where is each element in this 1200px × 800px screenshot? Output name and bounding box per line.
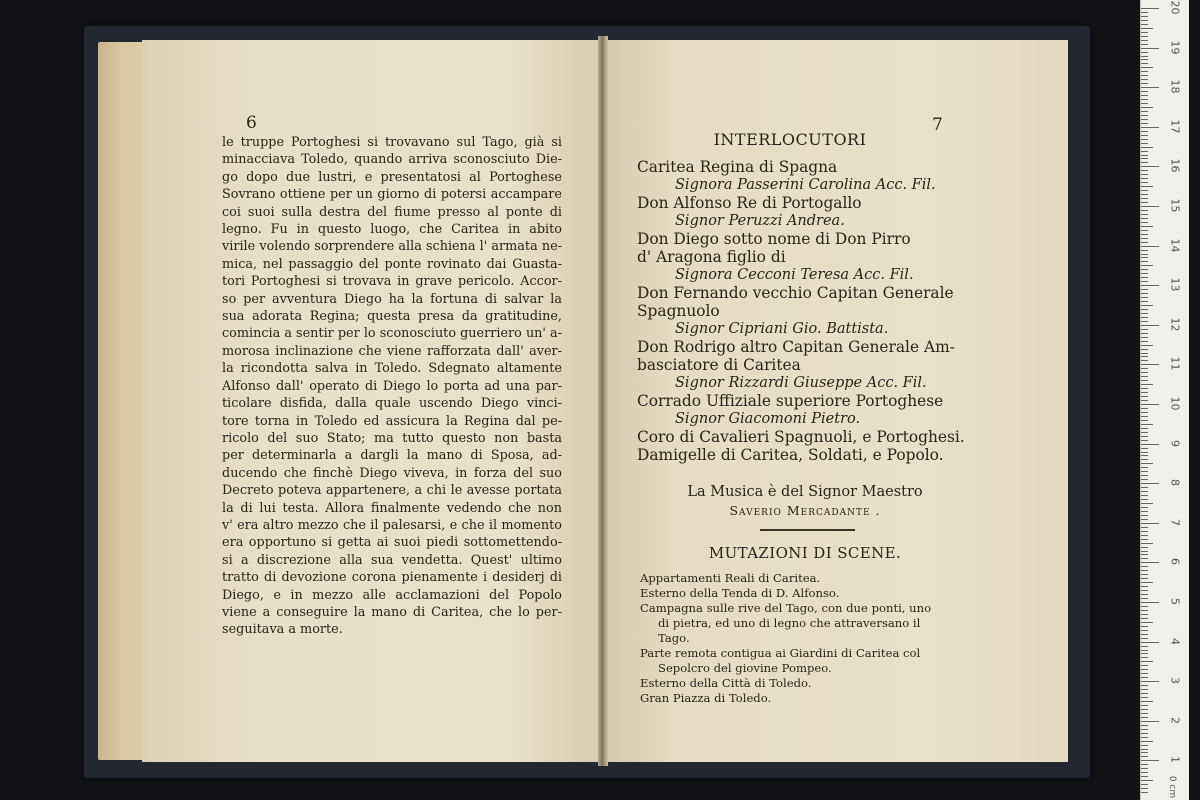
ruler-tick — [1141, 364, 1159, 365]
ruler-number: 1 — [1168, 756, 1182, 764]
ruler-number: 3 — [1168, 677, 1182, 685]
ruler-tick — [1141, 566, 1148, 567]
composer-name: Saverio Mercadante . — [729, 503, 881, 518]
text-line: morosa inclinazione che viene rafforzata dall' aver- — [222, 343, 562, 359]
ruler-tick — [1141, 539, 1148, 540]
ruler-tick — [1141, 356, 1148, 357]
ruler-tick — [1141, 297, 1148, 298]
ruler-tick — [1141, 499, 1148, 500]
ruler-tick — [1141, 681, 1159, 682]
ruler-tick — [1141, 103, 1148, 104]
ruler-tick — [1141, 551, 1148, 552]
ruler-number: 16 — [1168, 158, 1182, 173]
ruler-tick — [1141, 353, 1148, 354]
ruler-tick — [1141, 463, 1153, 464]
ruler-tick — [1141, 459, 1148, 460]
ruler-tick — [1141, 246, 1159, 247]
scene-item — [640, 586, 972, 601]
ruler-tick — [1141, 210, 1148, 211]
ruler-tick — [1141, 440, 1148, 441]
ruler-tick — [1141, 139, 1148, 140]
text-line: go dopo due lustri, e presentatosi al Portoghese — [222, 169, 562, 185]
ruler-tick — [1141, 305, 1153, 306]
ruler-number: 13 — [1168, 277, 1182, 292]
ruler-tick — [1141, 432, 1148, 433]
ruler-tick — [1141, 677, 1148, 678]
ruler-tick — [1141, 412, 1148, 413]
ruler-number: 7 — [1168, 518, 1182, 526]
text-line: tratto di devozione corona pienamente i desiderj di — [222, 570, 562, 586]
ruler-number: 4 — [1168, 637, 1182, 645]
ruler-tick — [1141, 151, 1148, 152]
text-line: le truppe Portoghesi si trovavano sul Tago, già si — [222, 135, 562, 150]
ruler-tick — [1141, 238, 1148, 239]
ruler-tick — [1141, 143, 1148, 144]
ruler-number: 15 — [1168, 198, 1182, 213]
ruler-tick — [1141, 75, 1148, 76]
cast-role: Spagnuolo — [637, 302, 720, 320]
ruler-tick — [1141, 170, 1148, 171]
text-line: Decreto poteva appartenere, a chi le avesse portata — [222, 483, 562, 499]
ruler-tick — [1141, 685, 1148, 686]
ruler-tick — [1141, 756, 1148, 757]
ruler-tick — [1141, 653, 1148, 654]
scene-item — [640, 691, 972, 706]
ruler-tick — [1141, 36, 1148, 37]
ruler-tick — [1141, 428, 1148, 429]
ruler-tick — [1141, 760, 1159, 761]
ruler-tick — [1141, 285, 1159, 286]
ruler-tick — [1141, 475, 1148, 476]
cast-role: Don Diego sotto nome di Don Pirro — [637, 230, 911, 248]
cast-role: Don Fernando vecchio Capitan Generale — [637, 284, 954, 302]
ruler-tick — [1141, 689, 1148, 690]
ruler-tick — [1141, 115, 1148, 116]
cast-actor: Signora Cecconi Teresa Acc. Fil. — [675, 267, 914, 283]
ruler-tick — [1141, 392, 1148, 393]
ruler-number: 17 — [1168, 119, 1182, 134]
ruler-tick — [1141, 182, 1148, 183]
cast-role: d' Aragona figlio di — [637, 248, 786, 266]
ruler-tick — [1141, 234, 1148, 235]
ruler-tick — [1141, 547, 1148, 548]
ruler-tick — [1141, 198, 1148, 199]
ruler-tick — [1141, 697, 1148, 698]
ruler-tick — [1141, 535, 1148, 536]
ruler-number: 14 — [1168, 238, 1182, 253]
text-line: viene a conseguire la mano di Caritea, che lo per- — [222, 604, 562, 620]
ruler-tick — [1141, 634, 1148, 635]
ruler-tick — [1141, 582, 1153, 583]
ruler-tick — [1141, 602, 1159, 603]
text-line: Alfonso dall' operato di Diego lo porta ad una par- — [222, 378, 562, 394]
ruler-tick — [1141, 99, 1148, 100]
ruler-tick — [1141, 40, 1148, 41]
cast-actor: Signor Giacomoni Pietro. — [675, 411, 861, 427]
ruler-tick — [1141, 95, 1148, 96]
ruler-tick — [1141, 420, 1148, 421]
ruler-tick — [1141, 574, 1148, 575]
ruler-tick — [1141, 293, 1148, 294]
ruler-tick — [1141, 321, 1148, 322]
ruler-tick — [1141, 741, 1153, 742]
ruler-tick — [1141, 487, 1148, 488]
text-line: seguitava a morte. — [222, 622, 343, 638]
ruler-tick — [1141, 360, 1148, 361]
ruler-tick — [1141, 483, 1159, 484]
ruler-tick — [1141, 119, 1148, 120]
scene-list — [640, 571, 972, 706]
text-line: per determinarla a dargli la mano di Sposa, ad- — [222, 448, 562, 464]
ruler-tick — [1141, 52, 1148, 53]
ruler-tick — [1141, 558, 1148, 559]
ruler-tick — [1141, 622, 1153, 623]
ruler-tick — [1141, 725, 1148, 726]
ruler-tick — [1141, 44, 1148, 45]
ruler-tick — [1141, 24, 1148, 25]
ruler-tick — [1141, 131, 1148, 132]
ruler-tick — [1141, 665, 1148, 666]
ruler-tick — [1141, 123, 1148, 124]
ruler-tick — [1141, 594, 1148, 595]
mutazioni-heading: MUTAZIONI DI SCENE. — [708, 544, 902, 562]
ruler-tick — [1141, 606, 1148, 607]
ruler-tick — [1141, 467, 1148, 468]
ruler-tick — [1141, 158, 1148, 159]
ruler-tick — [1141, 752, 1148, 753]
scene-line: Appartamenti Reali di Caritea. — [640, 571, 821, 585]
section-divider — [760, 529, 855, 531]
ruler-tick — [1141, 471, 1148, 472]
ruler-tick — [1141, 135, 1148, 136]
cast-role: Coro di Cavalieri Spagnuoli, e Portoghesi. — [637, 428, 965, 446]
ruler-tick — [1141, 384, 1153, 385]
ruler-tick — [1141, 56, 1148, 57]
cast-role: Damigelle di Caritea, Soldati, e Popolo. — [637, 446, 944, 464]
ruler-tick — [1141, 503, 1153, 504]
measurement-ruler — [1140, 0, 1189, 800]
left-page-number: 6 — [246, 113, 257, 133]
ruler-tick — [1141, 87, 1159, 88]
cast-actor: Signor Cipriani Gio. Battista. — [675, 321, 889, 337]
ruler-tick — [1141, 257, 1148, 258]
ruler-tick — [1141, 543, 1153, 544]
ruler-tick — [1141, 71, 1148, 72]
text-line: v' era altro mezzo che il palesarsi, e che il momento — [222, 517, 562, 533]
ruler-tick — [1141, 626, 1148, 627]
scene-line: Gran Piazza di Toledo. — [640, 691, 772, 705]
music-credit-line: La Musica è del Signor Maestro — [687, 484, 923, 500]
ruler-tick — [1141, 661, 1153, 662]
ruler-tick — [1141, 610, 1148, 611]
ruler-tick — [1141, 776, 1148, 777]
ruler-number: 11 — [1168, 356, 1182, 371]
ruler-tick — [1141, 713, 1148, 714]
ruler-tick — [1141, 519, 1148, 520]
cast-actor: Signor Rizzardi Giuseppe Acc. Fil. — [675, 375, 927, 391]
ruler-number: 5 — [1168, 598, 1182, 605]
cast-role: Don Alfonso Re di Portogallo — [637, 194, 862, 212]
ruler-tick — [1141, 8, 1159, 9]
ruler-tick — [1141, 218, 1148, 219]
ruler-tick — [1141, 749, 1148, 750]
music-credit — [640, 482, 970, 520]
ruler-tick — [1141, 772, 1148, 773]
ruler-tick — [1141, 273, 1148, 274]
ruler-number: 18 — [1168, 79, 1182, 94]
ruler-tick — [1141, 515, 1148, 516]
ruler-tick — [1141, 20, 1148, 21]
text-line: ricolo del suo Stato; ma tutto questo non basta — [222, 430, 562, 446]
ruler-tick — [1141, 190, 1148, 191]
ruler-tick — [1141, 452, 1148, 453]
ruler-tick — [1141, 186, 1153, 187]
scene-line: Esterno della Città di Toledo. — [640, 676, 812, 690]
ruler-tick — [1141, 372, 1148, 373]
ruler-tick — [1141, 380, 1148, 381]
ruler-tick — [1141, 59, 1148, 60]
text-line: era opportuno si getta ai suoi piedi sottomettendo- — [222, 535, 562, 551]
ruler-tick — [1141, 745, 1148, 746]
ruler-tick — [1141, 788, 1148, 789]
ruler-tick — [1141, 301, 1148, 302]
ruler-tick — [1141, 784, 1148, 785]
ruler-tick — [1141, 388, 1148, 389]
ruler-tick — [1141, 491, 1148, 492]
ruler-tick — [1141, 63, 1148, 64]
text-line: minacciava Toledo, quando arriva sconosciuto Die- — [222, 152, 562, 168]
right-page-number: 7 — [932, 115, 943, 135]
left-page-text — [222, 134, 562, 639]
text-line: la di lui testa. Allora finalmente vedendo che non — [222, 500, 562, 516]
ruler-tick — [1141, 107, 1153, 108]
ruler-tick — [1141, 254, 1148, 255]
text-line: mica, nel passaggio del ponte rovinato dai Guasta- — [222, 256, 562, 272]
ruler-tick — [1141, 48, 1159, 49]
ruler-tick — [1141, 261, 1148, 262]
ruler-tick — [1141, 717, 1148, 718]
ruler-tick — [1141, 495, 1148, 496]
text-line: sua adorata Regina; questa presa da gratitudine, — [222, 309, 562, 325]
ruler-tick — [1141, 277, 1148, 278]
ruler-tick — [1141, 178, 1148, 179]
ruler-tick — [1141, 345, 1153, 346]
ruler-tick — [1141, 174, 1148, 175]
ruler-tick — [1141, 570, 1148, 571]
ruler-tick — [1141, 424, 1153, 425]
ruler-tick — [1141, 317, 1148, 318]
ruler-tick — [1141, 590, 1148, 591]
cast-role: Corrado Uffiziale superiore Portoghese — [637, 392, 944, 410]
text-line: ducendo che finchè Diego viveva, in forza del suo — [222, 465, 562, 481]
ruler-tick — [1141, 376, 1148, 377]
ruler-tick — [1141, 127, 1159, 128]
ruler-tick — [1141, 333, 1148, 334]
ruler-tick — [1141, 28, 1153, 29]
scene-item — [640, 601, 972, 646]
cast-role: basciatore di Caritea — [637, 356, 801, 374]
ruler-tick — [1141, 404, 1159, 405]
ruler-tick — [1141, 721, 1159, 722]
text-line: Diego, e in mezzo alle acclamazioni del Popolo — [222, 587, 562, 603]
ruler-tick — [1141, 792, 1148, 793]
ruler-tick — [1141, 562, 1159, 563]
ruler-tick — [1141, 226, 1153, 227]
ruler-tick — [1141, 396, 1148, 397]
ruler-tick — [1141, 436, 1148, 437]
ruler-tick — [1141, 147, 1153, 148]
cast-role: Don Rodrigo altro Capitan Generale Am- — [637, 338, 955, 356]
ruler-tick — [1141, 638, 1148, 639]
ruler-tick — [1141, 693, 1148, 694]
ruler-tick — [1141, 673, 1148, 674]
ruler-number: 20 — [1168, 0, 1182, 15]
text-line: legno. Fu in questo luogo, che Caritea in abito — [222, 222, 562, 238]
ruler-tick — [1141, 230, 1148, 231]
ruler-tick — [1141, 455, 1148, 456]
ruler-tick — [1141, 709, 1148, 710]
ruler-tick — [1141, 598, 1148, 599]
ruler-tick — [1141, 733, 1148, 734]
ruler-number: 2 — [1168, 716, 1182, 724]
ruler-number: 10 — [1168, 396, 1182, 411]
ruler-tick — [1141, 511, 1148, 512]
text-line: tore torna in Toledo ed assicura la Regina dal pe- — [222, 413, 562, 429]
text-line: Sovrano ottiene per un giorno di potersi accampare — [222, 187, 562, 203]
ruler-tick — [1141, 705, 1148, 706]
ruler-tick — [1141, 586, 1148, 587]
ruler-tick — [1141, 269, 1148, 270]
text-line: ticolare disfida, dalla quale uscendo Diego vinci- — [222, 396, 562, 412]
ruler-tick — [1141, 729, 1148, 730]
ruler-tick — [1141, 527, 1148, 528]
cast-list — [637, 158, 977, 464]
ruler-unit: 0 cm — [1167, 775, 1178, 799]
ruler-tick — [1141, 265, 1153, 266]
ruler-tick — [1141, 479, 1148, 480]
ruler-tick — [1141, 111, 1148, 112]
text-line: coi suoi sulla destra del fiume presso al ponte di — [222, 204, 562, 220]
ruler-tick — [1141, 523, 1159, 524]
ruler-number: 19 — [1168, 40, 1182, 55]
scene-item — [640, 571, 972, 586]
ruler-tick — [1141, 400, 1148, 401]
cast-actor: Signor Peruzzi Andrea. — [675, 213, 845, 229]
ruler-tick — [1141, 12, 1148, 13]
ruler-tick — [1141, 368, 1148, 369]
ruler-tick — [1141, 329, 1148, 330]
ruler-tick — [1141, 194, 1148, 195]
ruler-tick — [1141, 341, 1148, 342]
ruler-tick — [1141, 614, 1148, 615]
scene-line: Parte remota contigua ai Giardini di Caritea col — [640, 646, 921, 660]
ruler-tick — [1141, 669, 1148, 670]
text-line: so per avventura Diego ha la fortuna di salvar la — [222, 291, 562, 307]
ruler-tick — [1141, 554, 1148, 555]
scene-line: Campagna sulle rive del Tago, con due ponti, uno — [640, 601, 932, 615]
ruler-tick — [1141, 578, 1148, 579]
scene-line: Sepolcro del giovine Pompeo. — [658, 661, 832, 675]
ruler-tick — [1141, 281, 1148, 282]
interlocutori-heading: INTERLOCUTORI — [713, 130, 867, 149]
ruler-tick — [1141, 222, 1148, 223]
ruler-tick — [1141, 325, 1159, 326]
ruler-tick — [1141, 242, 1148, 243]
ruler-tick — [1141, 214, 1148, 215]
scene-item — [640, 646, 972, 676]
ruler-tick — [1141, 646, 1148, 647]
scene-item — [640, 676, 972, 691]
scene-line: Tago. — [658, 631, 690, 645]
ruler-tick — [1141, 531, 1148, 532]
ruler-tick — [1141, 83, 1148, 84]
ruler-tick — [1141, 444, 1159, 445]
ruler-tick — [1141, 313, 1148, 314]
ruler-tick — [1141, 337, 1148, 338]
ruler-tick — [1141, 162, 1148, 163]
ruler-tick — [1141, 780, 1153, 781]
ruler-tick — [1141, 408, 1148, 409]
ruler-number: 9 — [1168, 439, 1182, 447]
ruler-tick — [1141, 701, 1153, 702]
ruler-tick — [1141, 618, 1148, 619]
ruler-tick — [1141, 768, 1148, 769]
ruler-tick — [1141, 642, 1159, 643]
ruler-tick — [1141, 166, 1159, 167]
ruler-tick — [1141, 507, 1148, 508]
ruler-tick — [1141, 657, 1148, 658]
ruler-tick — [1141, 650, 1148, 651]
ruler-tick — [1141, 67, 1153, 68]
book-gutter — [598, 36, 608, 766]
ruler-tick — [1141, 206, 1159, 207]
text-line: la ricondotta salva in Toledo. Sdegnato altamente — [222, 361, 562, 377]
ruler-number: 6 — [1168, 558, 1182, 566]
ruler-tick — [1141, 16, 1148, 17]
ruler-tick — [1141, 32, 1148, 33]
ruler-tick — [1141, 91, 1148, 92]
cast-actor: Signora Passerini Carolina Acc. Fil. — [675, 177, 936, 193]
scene-line: di pietra, ed uno di legno che attraversano il — [658, 616, 921, 630]
ruler-tick — [1141, 349, 1148, 350]
ruler-tick — [1141, 155, 1148, 156]
text-line: comincia a sentir per lo sconosciuto guerriero un' a- — [222, 326, 562, 342]
ruler-tick — [1141, 79, 1148, 80]
scene-line: Esterno della Tenda di D. Alfonso. — [640, 586, 840, 600]
ruler-number: 8 — [1168, 479, 1182, 487]
ruler-tick — [1141, 250, 1148, 251]
ruler-number: 12 — [1168, 317, 1182, 332]
ruler-tick — [1141, 202, 1148, 203]
ruler-tick — [1141, 630, 1148, 631]
ruler-tick — [1141, 416, 1148, 417]
cast-role: Caritea Regina di Spagna — [637, 158, 838, 176]
text-line: si a discrezione alla sua vendetta. Quest' ultimo — [222, 552, 562, 568]
ruler-tick — [1141, 309, 1148, 310]
text-line: tori Portoghesi si trovava in grave pericolo. Accor- — [222, 274, 562, 290]
text-line: virile volendo sorprendere alla schiena l' armata ne- — [222, 239, 562, 255]
ruler-tick — [1141, 289, 1148, 290]
ruler-tick — [1141, 737, 1148, 738]
ruler-tick — [1141, 764, 1148, 765]
ruler-tick — [1141, 448, 1148, 449]
